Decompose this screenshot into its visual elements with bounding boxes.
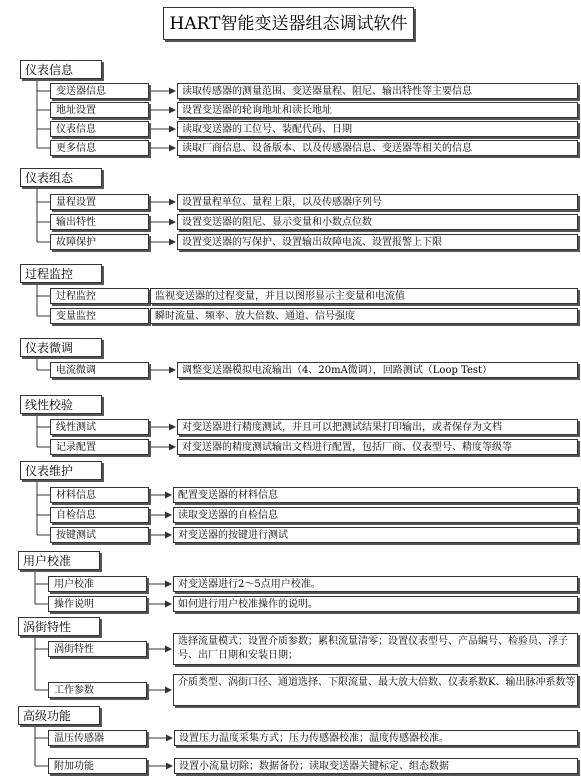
sub-item-box: 用户校准 bbox=[48, 576, 147, 592]
description-box: 调整变送器模拟电流输出（4、20mA微调），回路测试（Loop Test） bbox=[177, 362, 578, 378]
description-box: 读取厂商信息、设备版本、以及传感器信息、变送器等相关的信息 bbox=[177, 140, 578, 156]
sub-item-box: 量程设置 bbox=[50, 194, 149, 210]
description-box: 设置小流量切除；数据备份；读取变送器关键标定、组态数据 bbox=[174, 758, 578, 774]
sub-item-box: 变量监控 bbox=[50, 308, 149, 324]
sub-item-box: 涡街特性 bbox=[48, 641, 147, 657]
description-box: 设置变送器的阻尼、显示变量和小数点位数 bbox=[177, 214, 578, 230]
category-box: 仪表维护 bbox=[20, 461, 102, 480]
sub-item-box: 工作参数 bbox=[48, 682, 147, 698]
category-box: 涡街特性 bbox=[18, 617, 100, 636]
sub-item-box: 电流微调 bbox=[50, 362, 149, 378]
description-box: 设置量程单位、量程上限，以及传感器序列号 bbox=[177, 194, 578, 210]
description-box: 读取变送器的工位号、装配代码、日期 bbox=[177, 121, 578, 137]
category-box: 仪表微调 bbox=[20, 338, 102, 357]
category-box: 仪表组态 bbox=[20, 168, 102, 187]
description-box: 对变送器进行精度测试，并且可以把测试结果打印输出，或者保存为文档 bbox=[177, 419, 578, 435]
description-box: 读取变送器的自检信息 bbox=[173, 507, 578, 523]
description-box: 选择流量模式；设置介质参数；累积流量清零；设置仪表型号、产品编号、检验员、浮子号、出厂日期和安装日期； bbox=[173, 633, 578, 665]
description-box: 读取传感器的测量范围、变送器量程、阻尼、输出特性等主要信息 bbox=[177, 83, 578, 99]
description-box: 瞬时流量、频率、放大倍数、通道、信号强度 bbox=[150, 308, 578, 324]
category-box: 过程监控 bbox=[20, 264, 102, 283]
sub-item-box: 操作说明 bbox=[48, 596, 147, 612]
category-box: 仪表信息 bbox=[20, 60, 102, 79]
description-box: 配置变送器的材料信息 bbox=[173, 487, 578, 503]
category-box: 线性校验 bbox=[20, 395, 102, 414]
sub-item-box: 自检信息 bbox=[50, 507, 149, 523]
category-box: 用户校准 bbox=[18, 551, 100, 570]
sub-item-box: 材料信息 bbox=[50, 487, 149, 503]
description-box: 设置压力温度采集方式；压力传感器校准；温度传感器校准。 bbox=[174, 730, 578, 746]
sub-item-box: 更多信息 bbox=[50, 140, 149, 156]
sub-item-box: 记录配置 bbox=[50, 439, 149, 455]
sub-item-box: 附加功能 bbox=[48, 758, 147, 774]
description-box: 对变送器的按键进行测试 bbox=[173, 527, 578, 543]
description-box: 如何进行用户校准操作的说明。 bbox=[173, 596, 578, 612]
page-title: HART智能变送器组态调试软件 bbox=[163, 7, 414, 40]
description-box: 监视变送器的过程变量，并且以图形显示主变量和电流值 bbox=[150, 288, 578, 304]
description-box: 设置变送器的写保护、设置输出故障电流、设置报警上下限 bbox=[177, 234, 578, 250]
description-box: 对变送器进行2～5点用户校准。 bbox=[173, 576, 578, 592]
sub-item-box: 变送器信息 bbox=[50, 83, 149, 99]
sub-item-box: 输出特性 bbox=[50, 214, 149, 230]
description-box: 介质类型、涡街口径、通道选择、下限流量、最大放大倍数、仪表系数K、输出脉冲系数等 bbox=[173, 674, 578, 706]
description-box: 对变送器的精度测试输出文档进行配置，包括厂商、仪表型号、精度等级等 bbox=[177, 439, 578, 455]
sub-item-box: 故障保护 bbox=[50, 234, 149, 250]
sub-item-box: 仪表信息 bbox=[50, 121, 149, 137]
sub-item-box: 温压传感器 bbox=[48, 730, 147, 746]
description-box: 设置变送器的轮询地址和读长地址 bbox=[177, 102, 578, 118]
sub-item-box: 地址设置 bbox=[50, 102, 149, 118]
category-box: 高级功能 bbox=[18, 706, 100, 725]
sub-item-box: 线性测试 bbox=[50, 419, 149, 435]
sub-item-box: 过程监控 bbox=[50, 288, 149, 304]
sub-item-box: 按键测试 bbox=[50, 527, 149, 543]
